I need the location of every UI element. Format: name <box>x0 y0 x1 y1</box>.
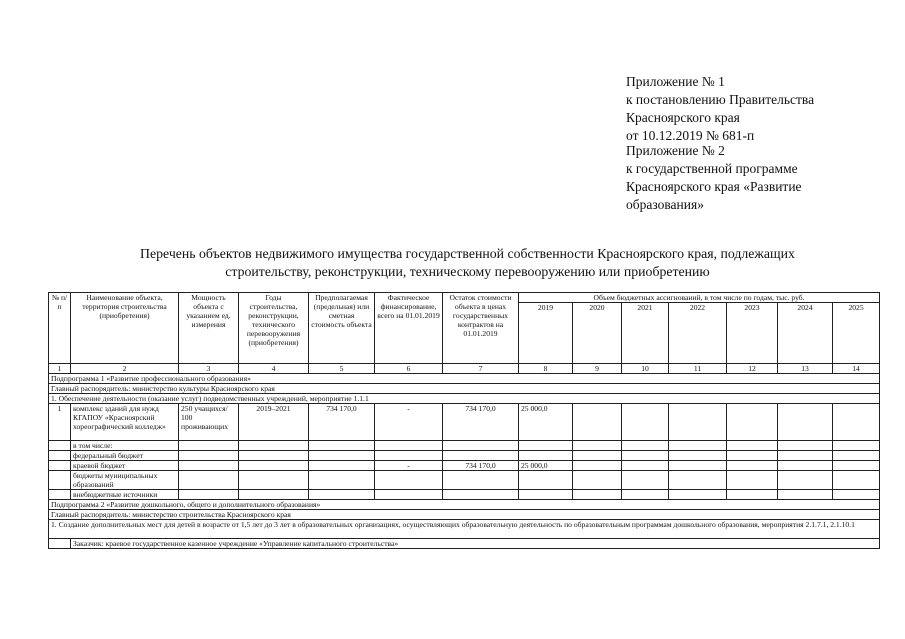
including-label: в том числе: <box>71 441 179 451</box>
header-year: 2022 <box>669 303 727 364</box>
header-capacity: Мощность объекта с указанием ед. измерения <box>179 293 239 364</box>
empty-cell <box>309 451 375 461</box>
header-remaining: Остаток стоимости объекта в ценах государственных контрактов на 01.01.2019 <box>443 293 519 364</box>
including-row <box>49 441 880 451</box>
empty-cell <box>519 441 573 451</box>
empty-cell <box>727 471 778 490</box>
empty-cell <box>622 441 669 451</box>
appendix-1-line: к постановлению Правительства <box>626 92 815 107</box>
empty-cell <box>309 461 375 471</box>
column-number: 7 <box>443 364 519 374</box>
column-number-row <box>49 364 880 374</box>
empty-cell <box>573 490 622 500</box>
activity-1: 1. Обеспечение деятельности (оказание услуг) подведомственных учреждений, мероприятие 1.1.1 <box>49 394 880 404</box>
empty-cell <box>573 404 622 441</box>
customer-row <box>49 539 880 549</box>
regional-label: краевой бюджет <box>71 461 179 471</box>
empty-cell <box>833 441 880 451</box>
object-actual: - <box>375 404 443 441</box>
empty-cell <box>179 461 239 471</box>
empty-cell <box>49 451 71 461</box>
extrabudget-row <box>49 490 880 500</box>
empty-cell <box>309 490 375 500</box>
header-row-1 <box>49 293 880 303</box>
empty-cell <box>179 490 239 500</box>
column-number: 4 <box>239 364 309 374</box>
header-year: 2024 <box>778 303 833 364</box>
empty-cell <box>49 441 71 451</box>
header-year: 2020 <box>573 303 622 364</box>
regional-2019: 25 000,0 <box>519 461 573 471</box>
activity-2: 1. Создание дополнительных мест для детей в возрасте от 1,5 лет до 3 лет в образовательных организациях, осуществляющих образовательную деятельность по образовательным программам дошкольного образования, мероприятия 2.1.7.1, 2.1.10.1 <box>49 520 880 539</box>
empty-cell <box>375 441 443 451</box>
header-year: 2019 <box>519 303 573 364</box>
empty-cell <box>239 451 309 461</box>
appendix-1-line: Красноярского края <box>626 110 740 125</box>
appendix-1-line: от 10.12.2019 № 681-п <box>626 128 755 143</box>
main-manager-2: Главный распорядитель: министерство строительства Красноярского края <box>49 510 880 520</box>
subprogram-2: Подпрограмма 2 «Развитие дошкольного, общего и дополнительного образования» <box>49 500 880 510</box>
object-estimated: 734 170,0 <box>309 404 375 441</box>
column-number: 12 <box>727 364 778 374</box>
title-line-1: Перечень объектов недвижимого имущества государственной собственности Красноярского края, подлежащих <box>140 246 795 261</box>
header-estimated: Предполагаемая (предельная) или сметная стоимость объекта <box>309 293 375 364</box>
empty-cell <box>669 451 727 461</box>
appendix-1-line: Приложение № 1 <box>626 74 725 89</box>
column-number: 3 <box>179 364 239 374</box>
activity-1-row <box>49 394 880 404</box>
object-years: 2019–2021 <box>239 404 309 441</box>
header-no: № п/п <box>49 293 71 364</box>
empty-cell <box>622 490 669 500</box>
empty-cell <box>833 490 880 500</box>
empty-cell <box>622 404 669 441</box>
empty-cell <box>239 441 309 451</box>
header-name: Наименование объекта, территория строительства (приобретения) <box>71 293 179 364</box>
regional-actual: - <box>375 461 443 471</box>
manager-1-row <box>49 384 880 394</box>
empty-cell <box>309 471 375 490</box>
empty-cell <box>778 461 833 471</box>
empty-cell <box>443 471 519 490</box>
empty-cell <box>727 461 778 471</box>
column-number: 10 <box>622 364 669 374</box>
column-number: 9 <box>573 364 622 374</box>
empty-cell <box>375 451 443 461</box>
object-capacity: 250 учащихся/ 100 проживающих <box>179 404 239 441</box>
empty-cell <box>833 471 880 490</box>
regional-remaining: 734 170,0 <box>443 461 519 471</box>
empty-cell <box>519 451 573 461</box>
column-number: 1 <box>49 364 71 374</box>
regional-row <box>49 461 880 471</box>
empty-cell <box>179 451 239 461</box>
empty-cell <box>727 441 778 451</box>
appendix-2-line: Красноярского края «Развитие <box>626 179 802 194</box>
empty-cell <box>443 451 519 461</box>
object-name: комплекс зданий для нужд КГАПОУ «Красноярский хореографический колледж» <box>71 404 179 441</box>
empty-cell <box>49 471 71 490</box>
empty-cell <box>49 490 71 500</box>
appendix-2-line: образования» <box>626 197 704 212</box>
empty-cell <box>669 490 727 500</box>
empty-cell <box>727 490 778 500</box>
subprogram-1-row <box>49 374 880 384</box>
empty-cell <box>443 441 519 451</box>
empty-cell <box>727 404 778 441</box>
column-number: 13 <box>778 364 833 374</box>
empty-cell <box>519 471 573 490</box>
empty-cell <box>778 471 833 490</box>
appendix-2-block <box>626 142 802 214</box>
empty-cell <box>49 539 71 549</box>
manager-2-row <box>49 510 880 520</box>
header-years: Годы строительства, реконструкции, технического перевооружения (приобретения) <box>239 293 309 364</box>
extrabudget-label: внебюджетные источники <box>71 490 179 500</box>
column-number: 14 <box>833 364 880 374</box>
empty-cell <box>443 490 519 500</box>
municipal-label: бюджеты муниципальных образований <box>71 471 179 490</box>
empty-cell <box>778 490 833 500</box>
empty-cell <box>669 461 727 471</box>
empty-cell <box>375 471 443 490</box>
objects-table <box>48 292 880 549</box>
empty-cell <box>669 441 727 451</box>
empty-cell <box>778 451 833 461</box>
column-number: 11 <box>669 364 727 374</box>
empty-cell <box>573 471 622 490</box>
empty-cell <box>573 461 622 471</box>
object-row <box>49 404 880 441</box>
empty-cell <box>179 441 239 451</box>
empty-cell <box>778 441 833 451</box>
municipal-row <box>49 471 880 490</box>
object-remaining: 734 170,0 <box>443 404 519 441</box>
empty-cell <box>669 404 727 441</box>
federal-row <box>49 451 880 461</box>
customer: Заказчик: краевое государственное казенное учреждение «Управление капитального строительства» <box>71 539 880 549</box>
empty-cell <box>239 471 309 490</box>
title-line-2: строительству, реконструкции, техническому перевооружению или приобретению <box>225 264 710 279</box>
object-2019: 25 000,0 <box>519 404 573 441</box>
document-title <box>60 245 875 281</box>
main-manager-1: Главный распорядитель: министерство культуры Красноярского края <box>49 384 880 394</box>
empty-cell <box>622 471 669 490</box>
appendix-1-block <box>626 73 814 145</box>
column-number: 5 <box>309 364 375 374</box>
empty-cell <box>519 490 573 500</box>
column-number: 8 <box>519 364 573 374</box>
subprogram-1: Подпрограмма 1 «Развитие профессионального образования» <box>49 374 880 384</box>
empty-cell <box>309 441 375 451</box>
empty-cell <box>573 451 622 461</box>
appendix-2-line: Приложение № 2 <box>626 143 725 158</box>
empty-cell <box>239 461 309 471</box>
activity-2-row <box>49 520 880 539</box>
appendix-2-line: к государственной программе <box>626 161 798 176</box>
empty-cell <box>669 471 727 490</box>
header-actual: Фактическое финансирование, всего на 01.01.2019 <box>375 293 443 364</box>
header-year: 2023 <box>727 303 778 364</box>
header-year: 2021 <box>622 303 669 364</box>
column-number: 2 <box>71 364 179 374</box>
object-no: 1 <box>49 404 71 441</box>
empty-cell <box>622 461 669 471</box>
empty-cell <box>778 404 833 441</box>
column-number: 6 <box>375 364 443 374</box>
empty-cell <box>179 471 239 490</box>
empty-cell <box>573 441 622 451</box>
empty-cell <box>727 451 778 461</box>
empty-cell <box>833 461 880 471</box>
subprogram-2-row <box>49 500 880 510</box>
empty-cell <box>833 404 880 441</box>
header-year: 2025 <box>833 303 880 364</box>
empty-cell <box>833 451 880 461</box>
empty-cell <box>49 461 71 471</box>
header-budget-group: Объем бюджетных ассигнований, в том числе по годам, тыс. руб. <box>519 293 880 303</box>
empty-cell <box>375 490 443 500</box>
empty-cell <box>239 490 309 500</box>
empty-cell <box>622 451 669 461</box>
federal-label: федеральный бюджет <box>71 451 179 461</box>
